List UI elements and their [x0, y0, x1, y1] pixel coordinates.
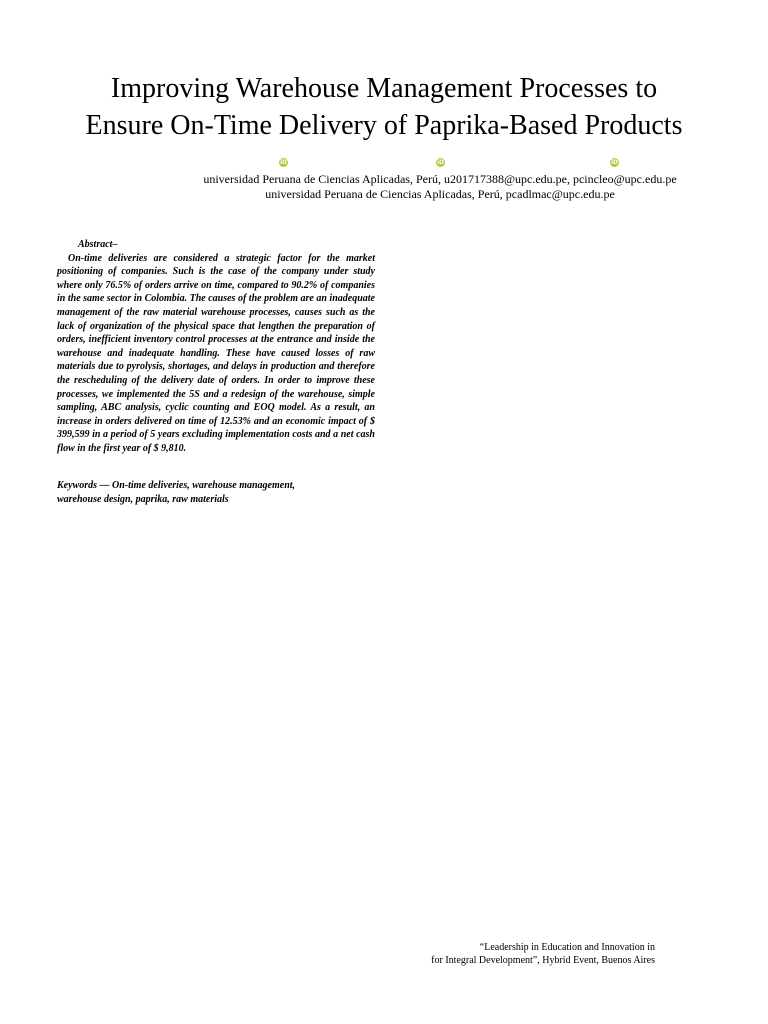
affiliation-line-1: universidad Peruana de Ciencias Aplicadas, Perú, u201717388@upc.edu.pe, pcincleo@upc.edu.pe — [203, 172, 677, 186]
abstract-section — [57, 238, 375, 456]
footer-line-2: for Integral Development”, Hybrid Event, Buenos Aires — [431, 955, 655, 966]
orcid-icon[interactable]: iD — [610, 159, 619, 166]
title-line-2: Ensure On-Time Delivery of Paprika-Based Products — [85, 110, 683, 141]
affiliation-line-2: universidad Peruana de Ciencias Aplicadas, Perú, pcadlmac@upc.edu.pe — [265, 187, 615, 201]
title-line-1: Improving Warehouse Management Processes to — [110, 73, 658, 104]
orcid-icon[interactable]: iD — [279, 159, 288, 166]
orcid-icon[interactable]: iD — [436, 159, 445, 166]
keywords-line-2: warehouse design, paprika, raw materials — [57, 493, 229, 505]
abstract-body: On-time deliveries are considered a strategic factor for the market positioning of companies. Such is the case of the company under study where only 76.5% of orders arrive on time, compared to 90.2% of companies in the same sector in Colombia. The causes of the problem are an inadequate management of the raw material warehouse processes, causes such as the lack of organization of the physical space that lengthen the preparation of orders, inefficient inventory control processes at the entrance and inside the warehouse and inadequate handling. These have caused losses of raw materials due to pyrolysis, shortages, and delays in production and therefore the rescheduling of the delivery date of orders. In order to improve these processes, we implemented the 5S and a redesign of the warehouse, simple sampling, ABC analysis, cyclic counting and EOQ model. As a result, an increase in orders delivered on time of 12.53% and an economic impact of $ 399,599 in a period of 5 years excluding implementation costs and a net cash flow in the first year of $ 9,810. — [57, 252, 375, 454]
orcid-icons-row — [0, 158, 768, 170]
footer-line-1: “Leadership in Education and Innovation in — [479, 942, 655, 953]
author-affiliations — [120, 172, 760, 202]
keywords-line-1: Keywords — On-time deliveries, warehouse management, — [57, 480, 296, 491]
paper-title — [0, 70, 768, 144]
keywords-section — [57, 479, 347, 506]
conference-footer — [380, 941, 655, 967]
abstract-heading: Abstract– — [78, 239, 118, 250]
